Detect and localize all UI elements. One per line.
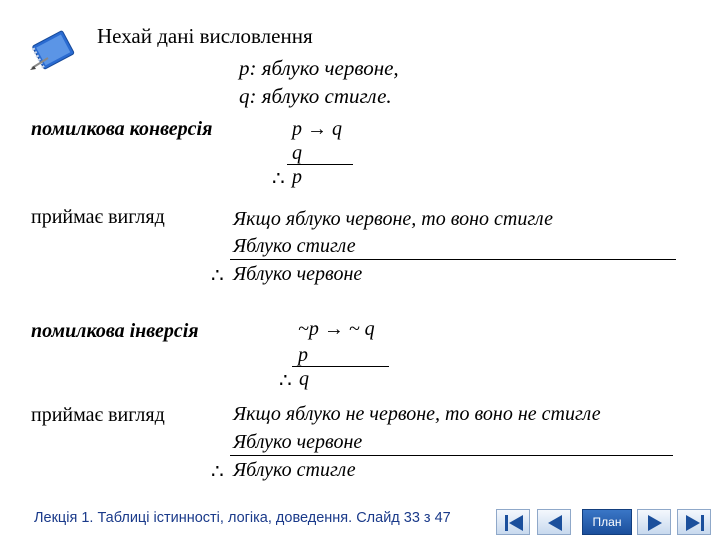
previous-slide-icon <box>538 510 572 536</box>
previous-slide-button[interactable] <box>537 509 571 535</box>
therefore-symbol: ∴ <box>279 370 292 392</box>
p-definition: p: яблуко червоне, <box>239 56 399 80</box>
inversion-conclusion: q <box>299 368 309 390</box>
conversion-rule-line <box>287 164 353 165</box>
conversion-nl-conclusion: Яблуко червоне <box>233 263 363 285</box>
conversion-nl-rule-line <box>230 259 676 260</box>
conversion-nl-premise-2: Яблуко стигле <box>233 235 356 257</box>
conversion-premise-1: p → q <box>292 118 342 140</box>
intro-text: Нехай дані висловлення <box>97 24 313 48</box>
plan-button[interactable]: План <box>582 509 632 535</box>
next-slide-icon <box>638 510 672 536</box>
inversion-nl-premise-1: Якщо яблуко не червоне, то воно не стигле <box>233 403 601 425</box>
therefore-symbol: ∴ <box>211 265 224 287</box>
inversion-premise-2: p <box>298 344 308 366</box>
conversion-title: помилкова конверсія <box>31 118 213 140</box>
notebook-icon <box>28 28 84 78</box>
inversion-nl-rule-line <box>230 455 673 456</box>
slide-caption: Лекція 1. Таблиці істинності, логіка, доведення. Слайд 33 з 47 <box>34 510 451 526</box>
conversion-premise-2: q <box>292 142 302 164</box>
inversion-title: помилкова інверсія <box>31 320 199 342</box>
conversion-takes-form: приймає вигляд <box>31 206 165 228</box>
last-slide-button[interactable] <box>677 509 711 535</box>
first-slide-icon <box>497 510 531 536</box>
first-slide-button[interactable] <box>496 509 530 535</box>
inversion-nl-conclusion: Яблуко стигле <box>233 459 356 481</box>
last-slide-icon <box>678 510 712 536</box>
conversion-conclusion: p <box>292 166 302 188</box>
inversion-rule-line <box>292 366 389 367</box>
inversion-premise-1: ~p → ~ q <box>298 318 375 340</box>
q-definition: q: яблуко стигле. <box>239 84 392 108</box>
inversion-takes-form: приймає вигляд <box>31 404 165 426</box>
therefore-symbol: ∴ <box>272 168 285 190</box>
inversion-nl-premise-2: Яблуко червоне <box>233 431 363 453</box>
therefore-symbol: ∴ <box>211 461 224 483</box>
footer-bar <box>0 500 720 540</box>
conversion-nl-premise-1: Якщо яблуко червоне, то воно стигле <box>233 208 553 230</box>
next-slide-button[interactable] <box>637 509 671 535</box>
